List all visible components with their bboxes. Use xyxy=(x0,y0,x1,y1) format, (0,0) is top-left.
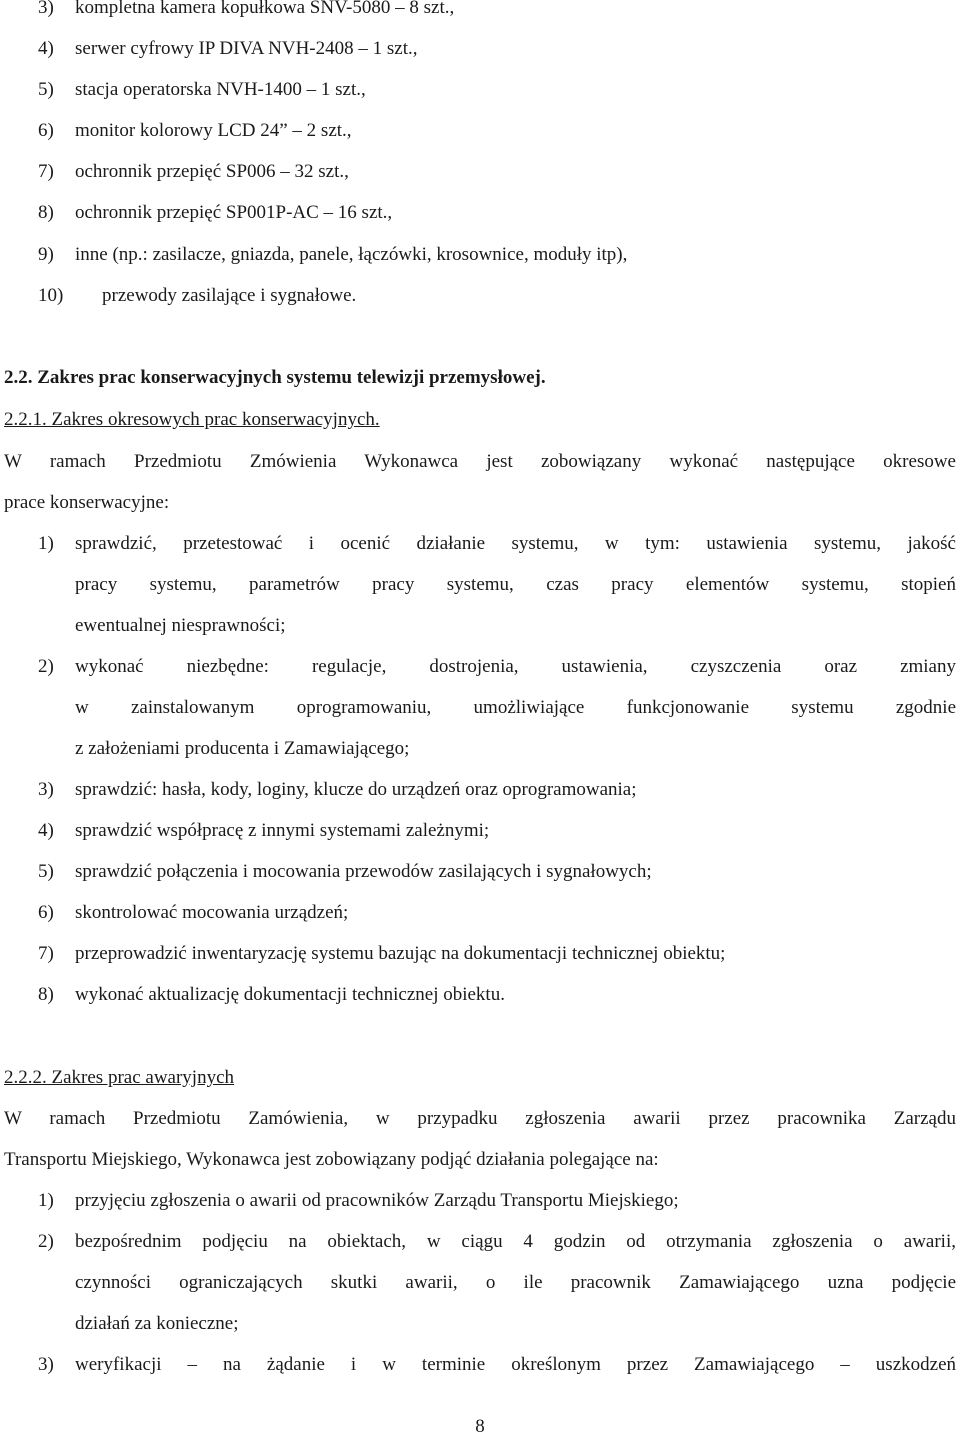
section-heading-2-2-1: 2.2.1. Zakres okresowych prac konserwacyjnych. xyxy=(4,409,380,430)
list-item: serwer cyfrowy IP DIVA NVH-2408 – 1 szt., xyxy=(75,38,418,59)
list-item-number: 10) xyxy=(38,285,64,306)
list-item-number: 9) xyxy=(38,244,54,265)
list-item-number: 6) xyxy=(38,902,54,923)
section-intro-line: prace konserwacyjne: xyxy=(4,492,170,513)
list-item-number: 3) xyxy=(38,1354,54,1375)
list-item-line: ewentualnej niesprawności; xyxy=(75,615,286,636)
list-item-number: 3) xyxy=(38,779,54,800)
list-item-number: 8) xyxy=(38,202,54,223)
list-item-number: 5) xyxy=(38,861,54,882)
section-heading-2-2-2: 2.2.2. Zakres prac awaryjnych xyxy=(4,1067,235,1088)
list-item-line: działań za konieczne; xyxy=(75,1313,239,1334)
list-item-number: 1) xyxy=(38,533,54,554)
page-number: 8 xyxy=(475,1416,485,1437)
list-item-number: 5) xyxy=(38,79,54,100)
list-item-line: czynności ograniczających skutki awarii, o ile pracownik Zamawiającego uzna podjęcie xyxy=(75,1272,956,1293)
list-item-line: pracy systemu, parametrów pracy systemu, czas pracy elementów systemu, stopień xyxy=(75,574,956,595)
list-item-line: bezpośrednim podjęciu na obiektach, w ciągu 4 godzin od otrzymania zgłoszenia o awarii, xyxy=(75,1231,956,1252)
list-item-line: przeprowadzić inwentaryzację systemu bazując na dokumentacji technicznej obiektu; xyxy=(75,943,726,964)
list-item-line: sprawdzić, przetestować i ocenić działanie systemu, w tym: ustawienia systemu, jakość xyxy=(75,533,956,554)
list-item: ochronnik przepięć SP001P-AC – 16 szt., xyxy=(75,202,393,223)
list-item: inne (np.: zasilacze, gniazda, panele, łączówki, krosownice, moduły itp), xyxy=(75,244,628,265)
list-item-line: wykonać niezbędne: regulacje, dostrojenia, ustawienia, czyszczenia oraz zmiany xyxy=(75,656,956,677)
list-item-number: 3) xyxy=(38,0,54,18)
list-item-line: sprawdzić połączenia i mocowania przewodów zasilających i sygnałowych; xyxy=(75,861,652,882)
list-item-line: w zainstalowanym oprogramowaniu, umożliwiające funkcjonowanie systemu zgodnie xyxy=(75,697,956,718)
list-item: ochronnik przepięć SP006 – 32 szt., xyxy=(75,161,349,182)
list-item-number: 2) xyxy=(38,656,54,677)
section-heading-2-2: 2.2. Zakres prac konserwacyjnych systemu telewizji przemysłowej. xyxy=(4,367,546,388)
section-intro-line: W ramach Przedmiotu Zamówienia, w przypadku zgłoszenia awarii przez pracownika Zarządu xyxy=(4,1108,956,1129)
list-item-number: 2) xyxy=(38,1231,54,1252)
list-item-line: z założeniami producenta i Zamawiającego; xyxy=(75,738,410,759)
section-intro-line: W ramach Przedmiotu Zmówienia Wykonawca jest zobowiązany wykonać następujące okresowe xyxy=(4,451,956,472)
list-item-line: sprawdzić: hasła, kody, loginy, klucze do urządzeń oraz oprogramowania; xyxy=(75,779,637,800)
list-item-line: wykonać aktualizację dokumentacji technicznej obiektu. xyxy=(75,984,505,1005)
list-item: kompletna kamera kopułkowa SNV-5080 – 8 szt., xyxy=(75,0,455,18)
list-item: monitor kolorowy LCD 24” – 2 szt., xyxy=(75,120,352,141)
list-item-number: 4) xyxy=(38,820,54,841)
list-item: stacja operatorska NVH-1400 – 1 szt., xyxy=(75,79,366,100)
list-item-line: skontrolować mocowania urządzeń; xyxy=(75,902,349,923)
list-item-number: 7) xyxy=(38,161,54,182)
list-item: przewody zasilające i sygnałowe. xyxy=(102,285,357,306)
list-item-line: przyjęciu zgłoszenia o awarii od pracowników Zarządu Transportu Miejskiego; xyxy=(75,1190,679,1211)
list-item-number: 7) xyxy=(38,943,54,964)
list-item-number: 6) xyxy=(38,120,54,141)
list-item-line: weryfikacji – na żądanie i w terminie określonym przez Zamawiającego – uszkodzeń xyxy=(75,1354,956,1375)
list-item-number: 8) xyxy=(38,984,54,1005)
list-item-number: 1) xyxy=(38,1190,54,1211)
section-intro-line: Transportu Miejskiego, Wykonawca jest zobowiązany podjąć działania polegające na: xyxy=(4,1149,659,1170)
list-item-number: 4) xyxy=(38,38,54,59)
list-item-line: sprawdzić współpracę z innymi systemami zależnymi; xyxy=(75,820,490,841)
